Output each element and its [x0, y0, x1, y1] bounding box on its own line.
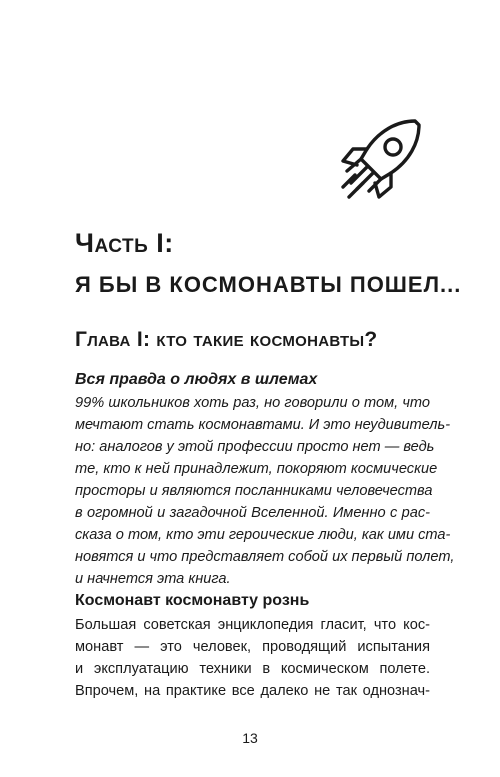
- text-line: новятся и что представляет собой их первый полет,: [75, 549, 455, 565]
- section-heading: Космонавт космонавту рознь: [75, 592, 310, 609]
- text-line: мечтают стать космонавтами. И это неудивитель-: [75, 417, 451, 433]
- text-line: просторы и являются посланниками человечества: [75, 483, 433, 499]
- text-line: в огромной и загадочной Вселенной. Именно с рас-: [75, 505, 430, 521]
- part-subtitle: Я БЫ В КОСМОНАВТЫ ПОШЕЛ...: [75, 272, 462, 297]
- part-title: Часть I:: [75, 228, 174, 258]
- section-paragraph: [75, 614, 430, 702]
- section-heading: Вся правда о людях в шлемах: [75, 371, 318, 388]
- text-line: монавт — это человек, проводящий испытания: [75, 639, 430, 655]
- text-line: 99% школьников хоть раз, но говорили о том, что: [75, 395, 430, 411]
- text-line: сказа о том, кто эти героические люди, как ими ста-: [75, 527, 451, 543]
- text-line: Впрочем, на практике все далеко не так однознач-: [75, 683, 430, 699]
- text-line: и эксплуатацию техники в космическом полете.: [75, 661, 430, 677]
- chapter-title: Глава I: кто такие космонавты?: [75, 328, 378, 351]
- text-line: Большая советская энциклопедия гласит, что кос-: [75, 617, 430, 633]
- section-paragraph: [75, 392, 455, 590]
- text-line: но: аналогов у этой профессии просто нет — ведь: [75, 439, 435, 455]
- text-line: и начнется эта книга.: [75, 571, 231, 587]
- rocket-icon: [327, 113, 427, 213]
- page-number: 13: [242, 730, 258, 746]
- text-line: те, кто к ней принадлежит, покоряют космические: [75, 461, 438, 477]
